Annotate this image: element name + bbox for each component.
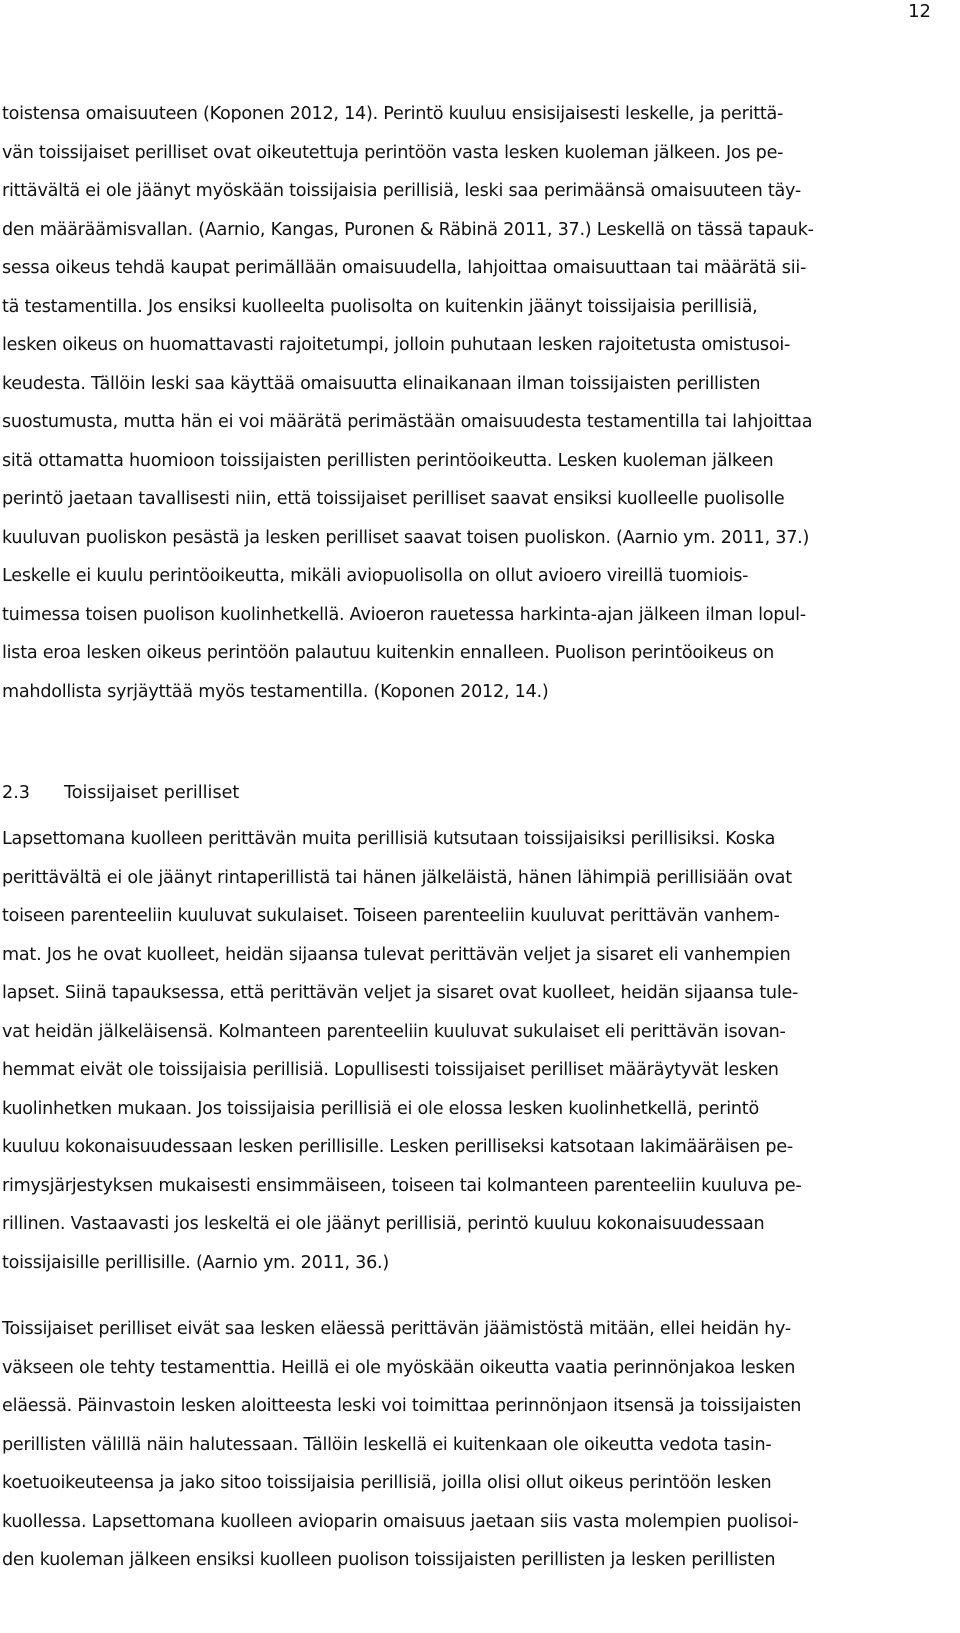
text-line: perittävältä ei ole jäänyt rintaperillistä tai hänen jälkeläistä, hänen lähimpiä perillisiään ovat [2,867,792,888]
text-line: kuollessa. Lapsettomana kuolleen avioparin omaisuus jaetaan siis vasta molempien puolisoi- [2,1511,799,1532]
text-line: eläessä. Päinvastoin lesken aloitteesta leski voi toimittaa perinnönjaon itsensä ja toissijaisten [2,1396,802,1416]
text-line: Lapsettomana kuolleen perittävän muita perillisiä kutsutaan toissijaisiksi perillisiksi. Koska [2,829,776,849]
text-line: toiseen parenteeliin kuuluvat sukulaiset. Toiseen parenteeliin kuuluvat perittävän vanhem- [2,906,780,926]
section-title: Toissijaiset perilliset [64,783,240,803]
text-line: rittävältä ei ole jäänyt myöskään toissijaisia perillisiä, leski saa perimäänsä omaisuuteen täy- [2,181,801,201]
paragraph-secondary-heirs [2,820,932,1282]
text-line: vän toissijaiset perilliset ovat oikeutettuja perintöön vasta lesken kuoleman jälkeen. Jos pe- [2,142,784,163]
text-line: kuuluvan puoliskon pesästä ja lesken perilliset saavat toisen puoliskon. (Aarnio ym. 2011, 37.) [2,527,810,548]
text-line: koetuoikeuteensa ja jako sitoo toissijaisia perillisiä, joilla olisi ollut oikeus perintöön lesken [2,1473,772,1493]
text-line: suostumusta, mutta hän ei voi määrätä perimästään omaisuudesta testamentilla tai lahjoittaa [2,412,813,432]
section-number: 2.3 [2,783,30,803]
text-line: perillisten välillä näin halutessaan. Tällöin leskellä ei kuitenkaan ole oikeutta vedota tasin- [2,1434,772,1455]
text-line: kuuluu kokonaisuudessaan lesken perillisille. Lesken perilliseksi katsotaan lakimääräisen pe- [2,1137,794,1157]
text-line: kuolinhetken mukaan. Jos toissijaisia perillisiä ei ole elossa lesken kuolinhetkellä, perintö [2,1098,759,1119]
text-line: Leskelle ei kuulu perintöoikeutta, mikäli aviopuolisolla on ollut avioero vireillä tuomiois- [2,566,749,586]
text-line: väkseen ole tehty testamenttia. Heillä ei ole myöskään oikeutta vaatia perinnönjakoa lesken [2,1357,796,1378]
text-line: vat heidän jälkeläisensä. Kolmanteen parenteeliin kuuluvat sukulaiset eli perittävän isovan- [2,1021,786,1042]
text-line: lesken oikeus on huomattavasti rajoitetumpi, jolloin puhutaan lesken rajoitetusta omistusoi- [2,335,791,355]
text-line: lista eroa lesken oikeus perintöön palautuu kuitenkin ennalleen. Puolison perintöoikeus on [2,643,774,663]
text-line: toissijaisille perillisille. (Aarnio ym. 2011, 36.) [2,1252,389,1273]
text-line: den kuoleman jälkeen ensiksi kuolleen puolison toissijaisten perillisten ja lesken perillisten [2,1550,776,1570]
paragraph-secondary-heirs-rights [2,1310,932,1580]
text-line: tuimessa toisen puolison kuolinhetkellä. Avioeron rauetessa harkinta-ajan jälkeen ilman lopul- [2,604,806,625]
text-line: keudesta. Tällöin leski saa käyttää omaisuutta elinaikanaan ilman toissijaisten perillisten [2,373,761,394]
paragraph-inheritance-spouse [2,95,932,711]
text-line: sessa oikeus tehdä kaupat perimällään omaisuudella, lahjoittaa omaisuuttaan tai määrätä sii- [2,258,807,278]
page-number: 12 [908,1,931,22]
text-line: rillinen. Vastaavasti jos leskeltä ei ole jäänyt perillisiä, perintö kuuluu kokonaisuudessaan [2,1214,765,1234]
text-line: den määräämisvallan. (Aarnio, Kangas, Puronen & Räbinä 2011, 37.) Leskellä on tässä tapauk- [2,219,814,240]
text-line: lapset. Siinä tapauksessa, että perittävän veljet ja sisaret ovat kuolleet, heidän sijaansa tule- [2,983,799,1003]
text-line: perintö jaetaan tavallisesti niin, että toissijaiset perilliset saavat ensiksi kuolleelle puolisolle [2,489,785,509]
text-line: Toissijaiset perilliset eivät saa lesken eläessä perittävän jäämistöstä mitään, ellei heidän hy- [2,1319,791,1339]
text-line: sitä ottamatta huomioon toissijaisten perillisten perintöoikeutta. Lesken kuoleman jälkeen [2,450,774,471]
text-line: toistensa omaisuuteen (Koponen 2012, 14). Perintö kuuluu ensisijaisesti leskelle, ja perittä- [2,104,784,124]
text-line: mat. Jos he ovat kuolleet, heidän sijaansa tulevat perittävän veljet ja sisaret eli vanhempien [2,944,791,965]
text-line: mahdollista syrjäyttää myös testamentilla. (Koponen 2012, 14.) [2,681,549,702]
text-line: hemmat eivät ole toissijaisia perillisiä. Lopullisesti toissijaiset perilliset määräytyvät lesken [2,1060,779,1080]
text-line: rimysjärjestyksen mukaisesti ensimmäiseen, toiseen tai kolmanteen parenteeliin kuuluva pe- [2,1175,802,1196]
section-heading [2,774,239,813]
text-line: tä testamentilla. Jos ensiksi kuolleelta puolisolta on kuitenkin jäänyt toissijaisia perillisiä, [2,296,758,317]
